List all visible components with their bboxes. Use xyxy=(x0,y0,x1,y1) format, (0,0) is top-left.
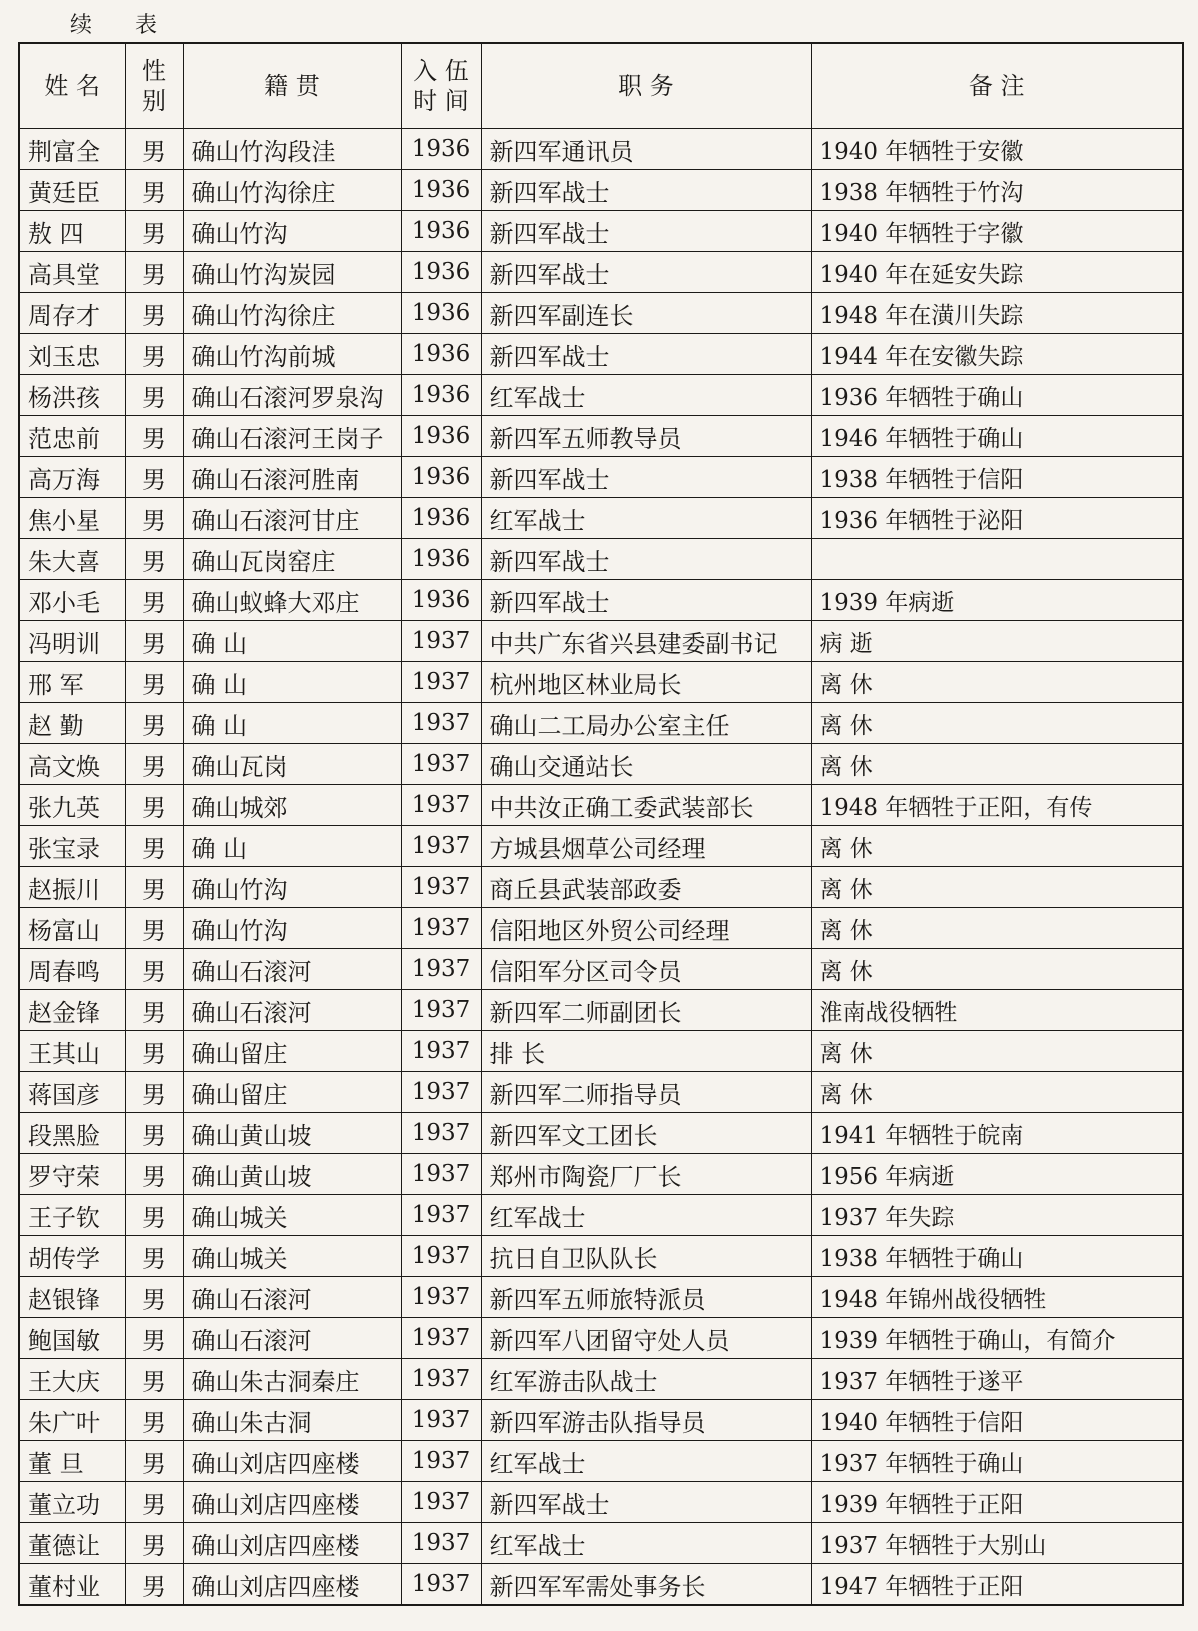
cell-year: 1937 xyxy=(401,1195,481,1236)
table-row xyxy=(19,129,1183,170)
table-row xyxy=(19,867,1183,908)
cell-note: 1948 年在潢川失踪 xyxy=(811,293,1183,334)
cell-origin: 确山刘店四座楼 xyxy=(183,1482,401,1523)
cell-origin: 确山城关 xyxy=(183,1236,401,1277)
cell-name: 董 旦 xyxy=(19,1441,125,1482)
header-note: 备 注 xyxy=(811,43,1183,129)
cell-name: 赵 勤 xyxy=(19,703,125,744)
cell-name: 董村业 xyxy=(19,1564,125,1606)
cell-sex: 男 xyxy=(125,1113,183,1154)
cell-origin: 确山石滚河王岗子 xyxy=(183,416,401,457)
cell-duty: 排 长 xyxy=(481,1031,811,1072)
cell-origin: 确山石滚河甘庄 xyxy=(183,498,401,539)
cell-name: 张九英 xyxy=(19,785,125,826)
cell-note: 1946 年牺牲于确山 xyxy=(811,416,1183,457)
cell-origin: 确山朱古洞 xyxy=(183,1400,401,1441)
cell-sex: 男 xyxy=(125,252,183,293)
cell-year: 1937 xyxy=(401,826,481,867)
cell-duty: 新四军八团留守处人员 xyxy=(481,1318,811,1359)
table-row xyxy=(19,457,1183,498)
cell-duty: 红军战士 xyxy=(481,1523,811,1564)
cell-note: 1940 年牺牲于字徽 xyxy=(811,211,1183,252)
cell-duty: 抗日自卫队队长 xyxy=(481,1236,811,1277)
cell-sex: 男 xyxy=(125,949,183,990)
cell-origin: 确山竹沟 xyxy=(183,867,401,908)
cell-duty: 新四军游击队指导员 xyxy=(481,1400,811,1441)
cell-year: 1936 xyxy=(401,498,481,539)
cell-year: 1936 xyxy=(401,293,481,334)
header-name: 姓 名 xyxy=(19,43,125,129)
table-row xyxy=(19,252,1183,293)
cell-note: 1944 年在安徽失踪 xyxy=(811,334,1183,375)
cell-duty: 新四军战士 xyxy=(481,1482,811,1523)
cell-name: 杨洪孩 xyxy=(19,375,125,416)
cell-note: 1956 年病逝 xyxy=(811,1154,1183,1195)
cell-sex: 男 xyxy=(125,1277,183,1318)
cell-sex: 男 xyxy=(125,375,183,416)
cell-year: 1937 xyxy=(401,1154,481,1195)
cell-name: 敖 四 xyxy=(19,211,125,252)
cell-note: 1948 年牺牲于正阳，有传 xyxy=(811,785,1183,826)
header-enlist-time xyxy=(401,43,481,129)
table-header xyxy=(19,43,1183,129)
cell-origin: 确 山 xyxy=(183,826,401,867)
table-row xyxy=(19,170,1183,211)
table-row xyxy=(19,662,1183,703)
cell-duty: 新四军五师教导员 xyxy=(481,416,811,457)
header-sex-line1: 性 xyxy=(142,57,166,85)
table-row xyxy=(19,1154,1183,1195)
cell-note: 1940 年在延安失踪 xyxy=(811,252,1183,293)
cell-sex: 男 xyxy=(125,1072,183,1113)
table-row xyxy=(19,744,1183,785)
cell-year: 1936 xyxy=(401,375,481,416)
header-sex xyxy=(125,43,183,129)
cell-year: 1937 xyxy=(401,1031,481,1072)
cell-name: 荆富全 xyxy=(19,129,125,170)
cell-name: 朱大喜 xyxy=(19,539,125,580)
cell-year: 1937 xyxy=(401,1318,481,1359)
table-row xyxy=(19,703,1183,744)
header-sex-line2: 别 xyxy=(142,87,166,115)
cell-name: 张宝录 xyxy=(19,826,125,867)
cell-sex: 男 xyxy=(125,129,183,170)
cell-note: 1940 年牺牲于安徽 xyxy=(811,129,1183,170)
cell-note: 1941 年牺牲于皖南 xyxy=(811,1113,1183,1154)
cell-name: 焦小星 xyxy=(19,498,125,539)
cell-origin: 确山留庄 xyxy=(183,1072,401,1113)
cell-year: 1937 xyxy=(401,990,481,1031)
cell-year: 1937 xyxy=(401,703,481,744)
cell-origin: 确 山 xyxy=(183,662,401,703)
cell-duty: 新四军战士 xyxy=(481,580,811,621)
header-origin: 籍 贯 xyxy=(183,43,401,129)
cell-year: 1937 xyxy=(401,1236,481,1277)
cell-year: 1936 xyxy=(401,252,481,293)
table-row xyxy=(19,1031,1183,1072)
cell-year: 1937 xyxy=(401,621,481,662)
cell-origin: 确山石滚河 xyxy=(183,949,401,990)
cell-duty: 确山二工局办公室主任 xyxy=(481,703,811,744)
table-row xyxy=(19,1359,1183,1400)
cell-note xyxy=(811,539,1183,580)
cell-note: 病 逝 xyxy=(811,621,1183,662)
table-row xyxy=(19,1482,1183,1523)
cell-sex: 男 xyxy=(125,1441,183,1482)
cell-origin: 确山瓦岗 xyxy=(183,744,401,785)
cell-name: 董德让 xyxy=(19,1523,125,1564)
cell-sex: 男 xyxy=(125,1482,183,1523)
cell-origin: 确山竹沟炭园 xyxy=(183,252,401,293)
cell-note: 1937 年牺牲于遂平 xyxy=(811,1359,1183,1400)
header-duty: 职 务 xyxy=(481,43,811,129)
cell-sex: 男 xyxy=(125,1359,183,1400)
cell-origin: 确山石滚河 xyxy=(183,1277,401,1318)
cell-name: 鲍国敏 xyxy=(19,1318,125,1359)
cell-year: 1937 xyxy=(401,1482,481,1523)
cell-name: 段黑脸 xyxy=(19,1113,125,1154)
cell-sex: 男 xyxy=(125,908,183,949)
cell-duty: 确山交通站长 xyxy=(481,744,811,785)
cell-sex: 男 xyxy=(125,293,183,334)
cell-name: 蒋国彦 xyxy=(19,1072,125,1113)
cell-sex: 男 xyxy=(125,621,183,662)
cell-origin: 确山竹沟徐庄 xyxy=(183,170,401,211)
cell-origin: 确山刘店四座楼 xyxy=(183,1441,401,1482)
cell-origin: 确山竹沟段洼 xyxy=(183,129,401,170)
table-row xyxy=(19,826,1183,867)
table-row xyxy=(19,334,1183,375)
cell-year: 1937 xyxy=(401,785,481,826)
cell-note: 离 休 xyxy=(811,703,1183,744)
table-row xyxy=(19,949,1183,990)
cell-note: 1938 年牺牲于竹沟 xyxy=(811,170,1183,211)
cell-name: 赵银锋 xyxy=(19,1277,125,1318)
table-row xyxy=(19,1400,1183,1441)
cell-year: 1937 xyxy=(401,1277,481,1318)
cell-duty: 红军战士 xyxy=(481,375,811,416)
cell-year: 1937 xyxy=(401,949,481,990)
cell-note: 1938 年牺牲于信阳 xyxy=(811,457,1183,498)
cell-name: 胡传学 xyxy=(19,1236,125,1277)
cell-year: 1937 xyxy=(401,1564,481,1606)
cell-year: 1936 xyxy=(401,416,481,457)
cell-sex: 男 xyxy=(125,1523,183,1564)
cell-name: 周存才 xyxy=(19,293,125,334)
cell-name: 高文焕 xyxy=(19,744,125,785)
table-row xyxy=(19,1564,1183,1606)
cell-note: 1939 年牺牲于确山，有简介 xyxy=(811,1318,1183,1359)
cell-sex: 男 xyxy=(125,1195,183,1236)
cell-origin: 确山竹沟徐庄 xyxy=(183,293,401,334)
cell-year: 1936 xyxy=(401,170,481,211)
cell-note: 1938 年牺牲于确山 xyxy=(811,1236,1183,1277)
cell-year: 1937 xyxy=(401,1359,481,1400)
cell-origin: 确山朱古洞秦庄 xyxy=(183,1359,401,1400)
cell-duty: 红军战士 xyxy=(481,1195,811,1236)
cell-origin: 确山竹沟 xyxy=(183,908,401,949)
cell-sex: 男 xyxy=(125,867,183,908)
cell-note: 离 休 xyxy=(811,744,1183,785)
cell-duty: 中共广东省兴县建委副书记 xyxy=(481,621,811,662)
cell-origin: 确山石滚河罗泉沟 xyxy=(183,375,401,416)
cell-year: 1937 xyxy=(401,908,481,949)
cell-sex: 男 xyxy=(125,1400,183,1441)
cell-duty: 新四军二师副团长 xyxy=(481,990,811,1031)
cell-origin: 确山竹沟前城 xyxy=(183,334,401,375)
cell-origin: 确山蚁蜂大邓庄 xyxy=(183,580,401,621)
cell-duty: 信阳地区外贸公司经理 xyxy=(481,908,811,949)
cell-year: 1937 xyxy=(401,662,481,703)
table-row xyxy=(19,211,1183,252)
cell-year: 1937 xyxy=(401,867,481,908)
cell-year: 1937 xyxy=(401,1441,481,1482)
cell-note: 离 休 xyxy=(811,662,1183,703)
table-row xyxy=(19,1277,1183,1318)
cell-note: 1937 年失踪 xyxy=(811,1195,1183,1236)
table-row xyxy=(19,990,1183,1031)
cell-note: 1939 年病逝 xyxy=(811,580,1183,621)
cell-name: 朱广叶 xyxy=(19,1400,125,1441)
table-row xyxy=(19,416,1183,457)
cell-duty: 红军游击队战士 xyxy=(481,1359,811,1400)
cell-origin: 确山竹沟 xyxy=(183,211,401,252)
cell-duty: 新四军战士 xyxy=(481,539,811,580)
table-row xyxy=(19,785,1183,826)
cell-sex: 男 xyxy=(125,211,183,252)
cell-origin: 确山石滚河 xyxy=(183,990,401,1031)
table-row xyxy=(19,1318,1183,1359)
table-row xyxy=(19,1441,1183,1482)
cell-origin: 确 山 xyxy=(183,621,401,662)
cell-year: 1937 xyxy=(401,1400,481,1441)
cell-name: 王其山 xyxy=(19,1031,125,1072)
cell-name: 王大庆 xyxy=(19,1359,125,1400)
header-enlist-line2: 时 间 xyxy=(413,87,469,115)
cell-duty: 红军战士 xyxy=(481,498,811,539)
cell-duty: 中共汝正确工委武装部长 xyxy=(481,785,811,826)
cell-duty: 方城县烟草公司经理 xyxy=(481,826,811,867)
cell-duty: 新四军战士 xyxy=(481,457,811,498)
cell-year: 1937 xyxy=(401,1113,481,1154)
cell-origin: 确山留庄 xyxy=(183,1031,401,1072)
cell-name: 刘玉忠 xyxy=(19,334,125,375)
cell-duty: 新四军战士 xyxy=(481,211,811,252)
table-row xyxy=(19,375,1183,416)
table-row xyxy=(19,539,1183,580)
cell-note: 1948 年锦州战役牺牲 xyxy=(811,1277,1183,1318)
cell-duty: 新四军五师旅特派员 xyxy=(481,1277,811,1318)
cell-note: 1947 年牺牲于正阳 xyxy=(811,1564,1183,1606)
cell-duty: 郑州市陶瓷厂厂长 xyxy=(481,1154,811,1195)
cell-name: 赵金锋 xyxy=(19,990,125,1031)
cell-note: 离 休 xyxy=(811,826,1183,867)
cell-sex: 男 xyxy=(125,539,183,580)
cell-origin: 确山城关 xyxy=(183,1195,401,1236)
cell-name: 邓小毛 xyxy=(19,580,125,621)
cell-note: 1936 年牺牲于泌阳 xyxy=(811,498,1183,539)
cell-name: 王子钦 xyxy=(19,1195,125,1236)
cell-origin: 确山黄山坡 xyxy=(183,1154,401,1195)
cell-sex: 男 xyxy=(125,990,183,1031)
header-enlist-line1: 入 伍 xyxy=(413,57,469,85)
cell-sex: 男 xyxy=(125,744,183,785)
cell-duty: 新四军战士 xyxy=(481,252,811,293)
table-body xyxy=(19,129,1183,1606)
cell-note: 1937 年牺牲于确山 xyxy=(811,1441,1183,1482)
cell-year: 1936 xyxy=(401,457,481,498)
table-row xyxy=(19,1523,1183,1564)
cell-origin: 确山城郊 xyxy=(183,785,401,826)
cell-duty: 杭州地区林业局长 xyxy=(481,662,811,703)
cell-sex: 男 xyxy=(125,580,183,621)
cell-note: 淮南战役牺牲 xyxy=(811,990,1183,1031)
cell-name: 董立功 xyxy=(19,1482,125,1523)
cell-name: 范忠前 xyxy=(19,416,125,457)
cell-sex: 男 xyxy=(125,1564,183,1606)
cell-sex: 男 xyxy=(125,662,183,703)
cell-origin: 确山瓦岗窑庄 xyxy=(183,539,401,580)
cell-sex: 男 xyxy=(125,457,183,498)
cell-origin: 确山石滚河 xyxy=(183,1318,401,1359)
cell-duty: 新四军副连长 xyxy=(481,293,811,334)
cell-duty: 信阳军分区司令员 xyxy=(481,949,811,990)
table-row xyxy=(19,621,1183,662)
cell-origin: 确 山 xyxy=(183,703,401,744)
cell-note: 1937 年牺牲于大别山 xyxy=(811,1523,1183,1564)
cell-year: 1936 xyxy=(401,129,481,170)
table-row xyxy=(19,293,1183,334)
table-row xyxy=(19,498,1183,539)
cell-name: 高万海 xyxy=(19,457,125,498)
cell-sex: 男 xyxy=(125,416,183,457)
cell-duty: 新四军战士 xyxy=(481,334,811,375)
table-row xyxy=(19,1072,1183,1113)
cell-origin: 确山黄山坡 xyxy=(183,1113,401,1154)
table-row xyxy=(19,1236,1183,1277)
cell-year: 1936 xyxy=(401,334,481,375)
cell-sex: 男 xyxy=(125,1154,183,1195)
cell-note: 1940 年牺牲于信阳 xyxy=(811,1400,1183,1441)
cell-year: 1936 xyxy=(401,211,481,252)
cell-duty: 新四军通讯员 xyxy=(481,129,811,170)
cell-note: 离 休 xyxy=(811,1072,1183,1113)
continued-table-caption: 续 表 xyxy=(70,13,175,38)
cell-note: 离 休 xyxy=(811,867,1183,908)
cell-name: 邢 军 xyxy=(19,662,125,703)
cell-year: 1937 xyxy=(401,744,481,785)
cell-duty: 商丘县武装部政委 xyxy=(481,867,811,908)
cell-origin: 确山石滚河胜南 xyxy=(183,457,401,498)
cell-note: 离 休 xyxy=(811,1031,1183,1072)
cell-sex: 男 xyxy=(125,1318,183,1359)
cell-year: 1936 xyxy=(401,539,481,580)
cell-note: 离 休 xyxy=(811,949,1183,990)
cell-note: 1939 年牺牲于正阳 xyxy=(811,1482,1183,1523)
cell-duty: 红军战士 xyxy=(481,1441,811,1482)
cell-name: 杨富山 xyxy=(19,908,125,949)
cell-name: 黄廷臣 xyxy=(19,170,125,211)
cell-origin: 确山刘店四座楼 xyxy=(183,1564,401,1606)
cell-sex: 男 xyxy=(125,1031,183,1072)
cell-sex: 男 xyxy=(125,785,183,826)
cell-year: 1937 xyxy=(401,1523,481,1564)
cell-note: 离 休 xyxy=(811,908,1183,949)
cell-year: 1937 xyxy=(401,1072,481,1113)
cell-name: 冯明训 xyxy=(19,621,125,662)
table-row xyxy=(19,580,1183,621)
cell-duty: 新四军文工团长 xyxy=(481,1113,811,1154)
cell-name: 赵振川 xyxy=(19,867,125,908)
cell-name: 罗守荣 xyxy=(19,1154,125,1195)
personnel-table xyxy=(18,42,1184,1606)
cell-sex: 男 xyxy=(125,170,183,211)
table-row xyxy=(19,908,1183,949)
cell-origin: 确山刘店四座楼 xyxy=(183,1523,401,1564)
cell-duty: 新四军二师指导员 xyxy=(481,1072,811,1113)
cell-sex: 男 xyxy=(125,826,183,867)
table-row xyxy=(19,1113,1183,1154)
cell-sex: 男 xyxy=(125,334,183,375)
cell-name: 高具堂 xyxy=(19,252,125,293)
cell-duty: 新四军军需处事务长 xyxy=(481,1564,811,1606)
cell-name: 周春鸣 xyxy=(19,949,125,990)
cell-sex: 男 xyxy=(125,703,183,744)
cell-duty: 新四军战士 xyxy=(481,170,811,211)
cell-sex: 男 xyxy=(125,498,183,539)
cell-note: 1936 年牺牲于确山 xyxy=(811,375,1183,416)
table-row xyxy=(19,1195,1183,1236)
cell-year: 1936 xyxy=(401,580,481,621)
cell-sex: 男 xyxy=(125,1236,183,1277)
